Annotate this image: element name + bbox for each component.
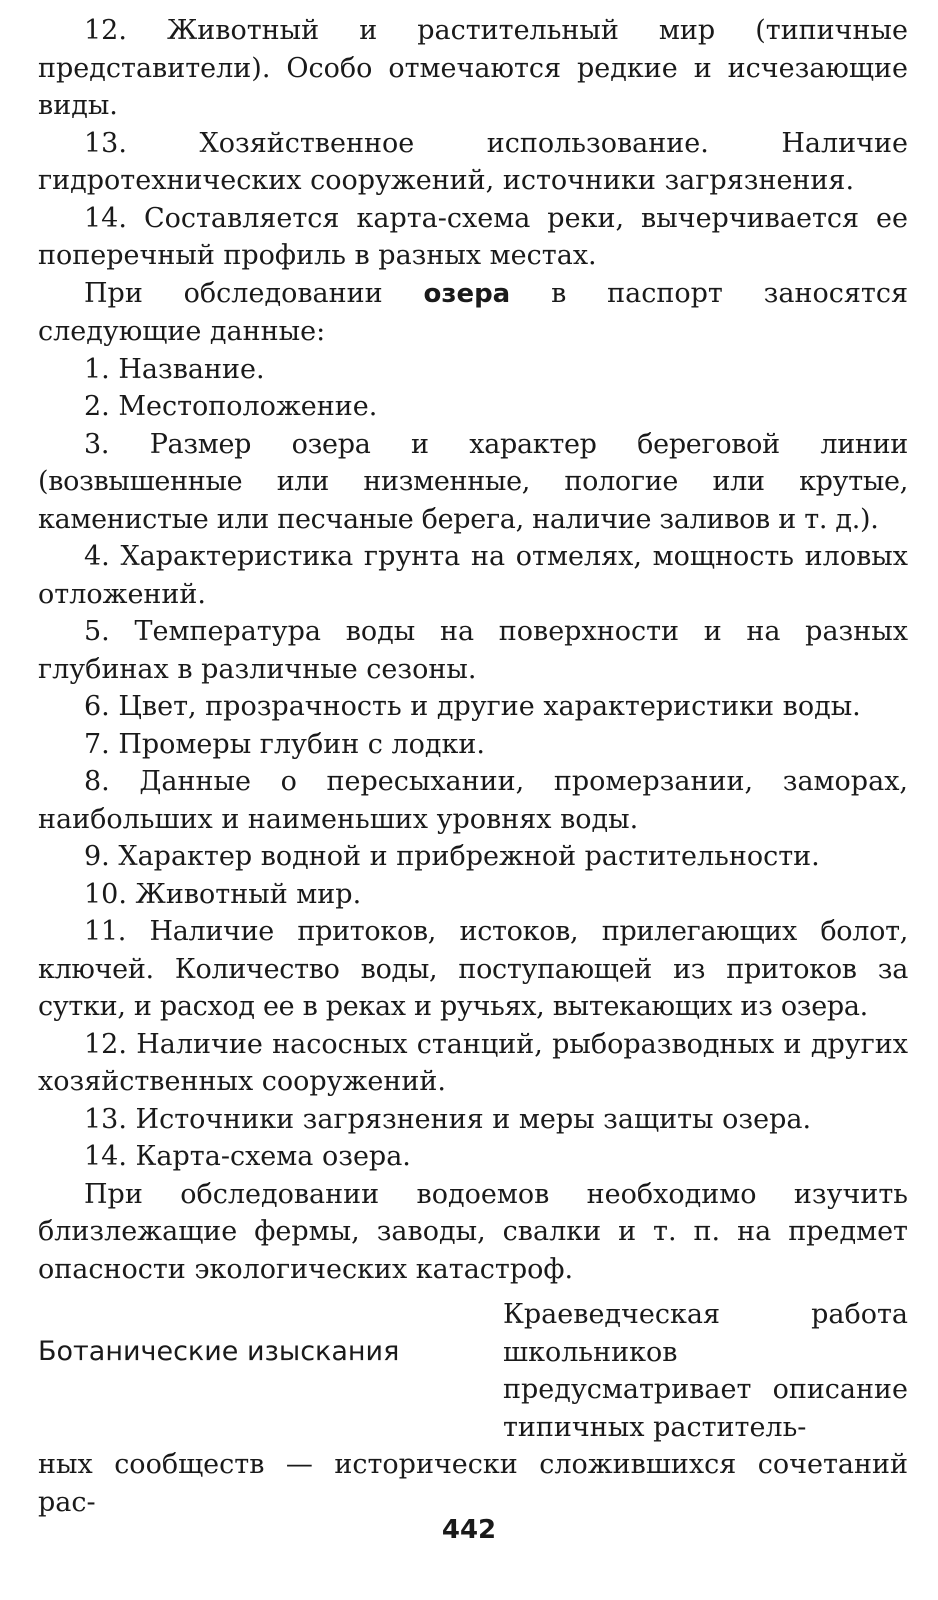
lake-item-7: 7. Промеры глубин с лодки.: [84, 728, 485, 760]
lake-item-4: 4. Характеристика грунта на отмелях, мощность иловых отложений.: [38, 541, 908, 610]
lake-item-11: 11. Наличие притоков, истоков, прилегающих болот, ключей. Количество воды, поступающей из притоков за сутки, и расход ее в реках и ручьях, вытекающих из озера.: [38, 916, 908, 1022]
section-botanical: [38, 1296, 908, 1446]
lake-intro-emphasis: озера: [423, 278, 511, 309]
lake-item-5: 5. Температура воды на поверхности и на разных глубинах в различные сезоны.: [38, 616, 908, 685]
paragraph-river-item-13: 13. Хозяйственное использование. Наличие гидротехнических сооружений, источники загрязнения.: [38, 127, 908, 196]
lake-intro-after: в паспорт заносятся следующие данные:: [38, 277, 908, 347]
lake-item-14: 14. Карта-схема озера.: [84, 1141, 411, 1172]
lake-item-6: 6. Цвет, прозрачность и другие характеристики воды.: [84, 691, 861, 722]
lake-item-3: 3. Размер озера и характер береговой линии (возвышенные или низменные, пологие или крутые, каменистые или песчаные берега, наличие заливов и т. д.).: [38, 428, 908, 535]
lake-item-10: 10. Животный мир.: [84, 878, 362, 910]
page-number: 442: [441, 1515, 497, 1545]
lake-item-8: 8. Данные о пересыхании, промерзании, заморах, наибольших и наименьших уровнях воды.: [38, 766, 908, 835]
section-continuation: ных сообществ — исторически сложившихся сочетаний рас-: [38, 1449, 908, 1518]
section-side-text: Краеведческая работа школьников предусматривает описание типичных раститель-: [503, 1299, 908, 1443]
paragraph-lake-intro: [38, 275, 908, 351]
book-page: [38, 12, 908, 1521]
lake-item-13: 13. Источники загрязнения и меры защиты озера.: [84, 1103, 812, 1135]
section-heading: Ботанические изыскания: [38, 1336, 400, 1367]
paragraph-river-item-14: 14. Составляется карта-схема реки, вычерчивается ее поперечный профиль в разных местах.: [38, 202, 908, 271]
lake-item-9: 9. Характер водной и прибрежной растительности.: [84, 841, 820, 872]
lake-item-2: 2. Местоположение.: [84, 391, 378, 422]
lake-item-1: 1. Название.: [84, 353, 265, 385]
paragraph-river-item-12: 12. Животный и растительный мир (типичные представители). Особо отмечаются редкие и исчезающие виды.: [38, 15, 908, 121]
lake-item-12: 12. Наличие насосных станций, рыборазводных и других хозяйственных сооружений.: [38, 1028, 908, 1097]
paragraph-closing: При обследовании водоемов необходимо изучить близлежащие фермы, заводы, свалки и т. п. на предмет опасности экологических катастроф.: [38, 1178, 908, 1285]
lake-intro-before: При обследовании: [84, 277, 424, 309]
